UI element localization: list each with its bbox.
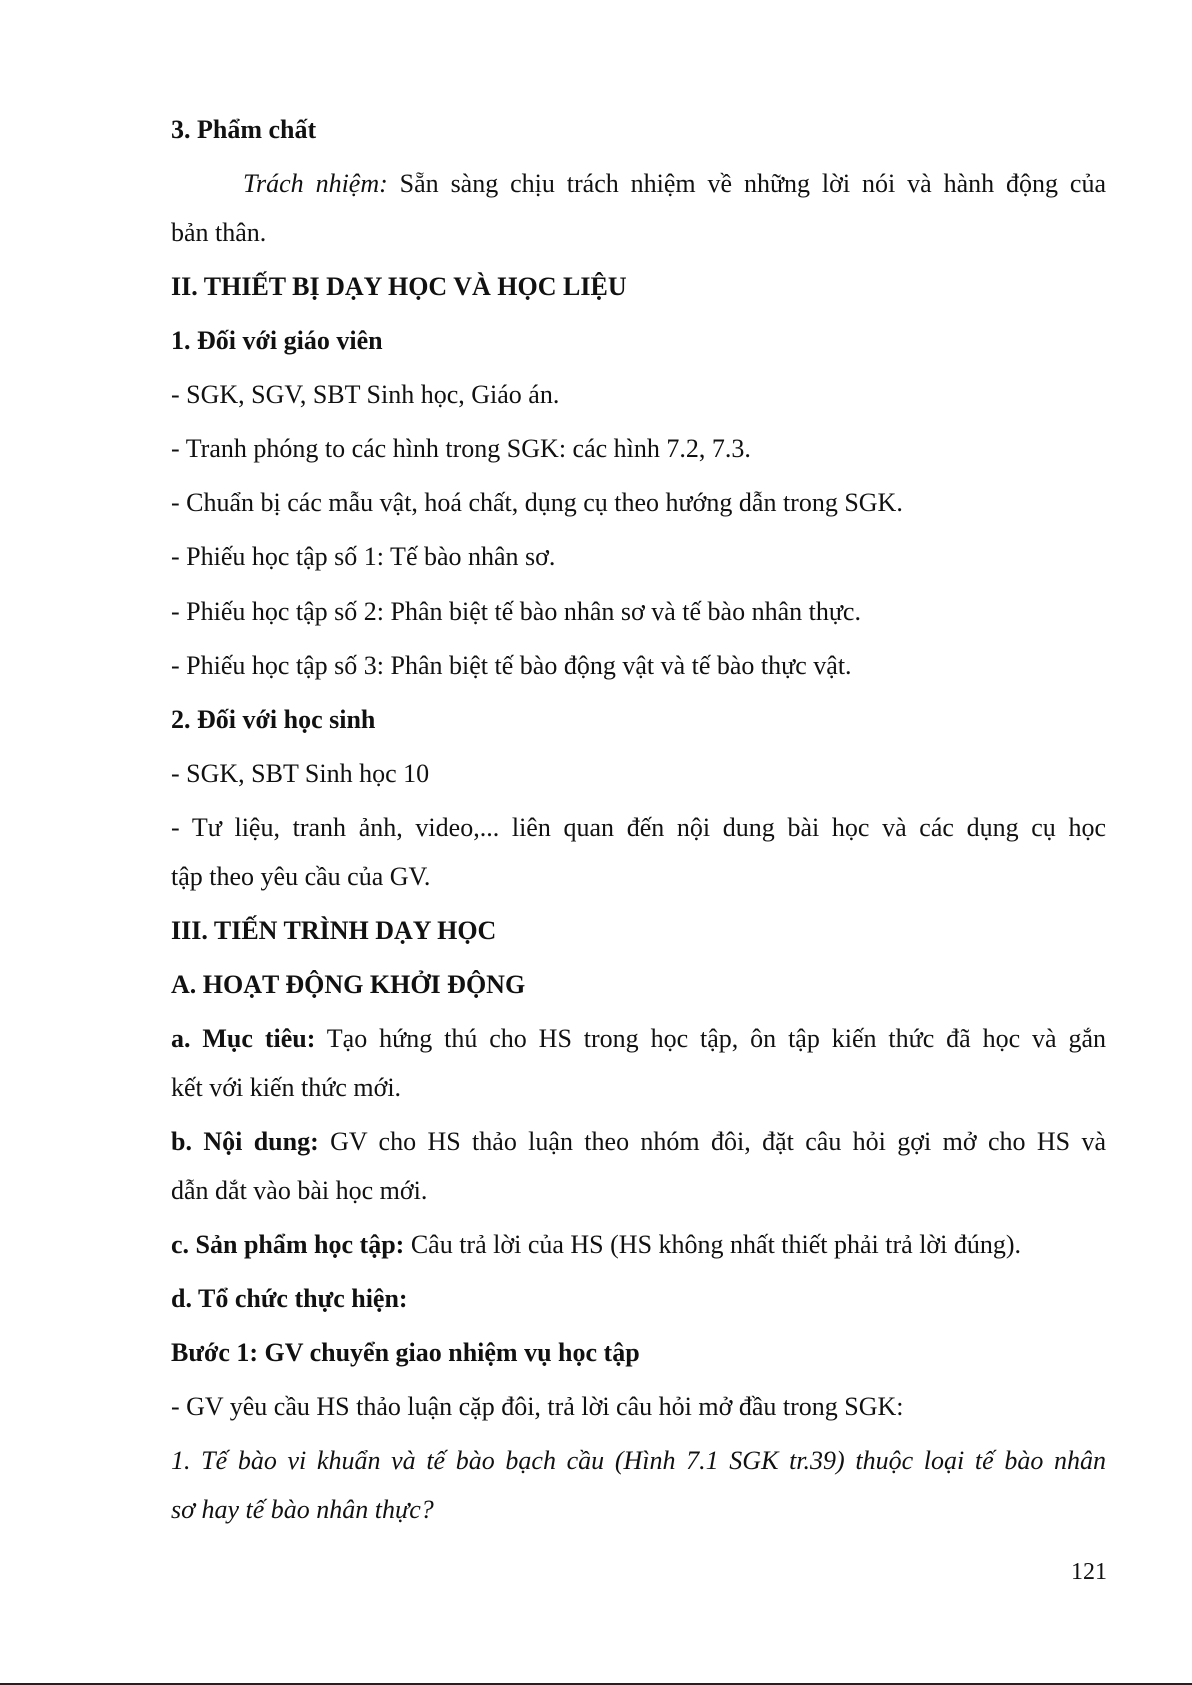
heading-hoat-dong-khoi-dong: A. HOẠT ĐỘNG KHỞI ĐỘNG: [171, 970, 526, 999]
list-item: - SGK, SGV, SBT Sinh học, Giáo án.: [171, 380, 560, 409]
label-noi-dung: b. Nội dung:: [171, 1127, 319, 1156]
paragraph-san-pham: [171, 1229, 1106, 1261]
paragraph-muc-tieu: [171, 1023, 1106, 1055]
heading-section-2: II. THIẾT BỊ DẠY HỌC VÀ HỌC LIỆU: [171, 272, 627, 301]
list-item: - Tranh phóng to các hình trong SGK: các hình 7.2, 7.3.: [171, 434, 751, 463]
paragraph-muc-tieu-cont: kết với kiến thức mới.: [171, 1073, 402, 1102]
text-muc-tieu: Tạo hứng thú cho HS trong học tập, ôn tập kiến thức đã học và gắn: [315, 1024, 1106, 1053]
heading-buoc-1: Bước 1: GV chuyển giao nhiệm vụ học tập: [171, 1338, 640, 1367]
question-line-2: sơ hay tế bào nhân thực?: [171, 1495, 434, 1524]
label-trach-nhiem: Trách nhiệm:: [243, 169, 388, 198]
list-item: - Phiếu học tập số 2: Phân biệt tế bào nhân sơ và tế bào nhân thực.: [171, 597, 861, 626]
paragraph-trach-nhiem-cont: bản thân.: [171, 218, 267, 247]
list-item: - Phiếu học tập số 1: Tế bào nhân sơ.: [171, 542, 556, 571]
text-san-pham: Câu trả lời của HS (HS không nhất thiết phải trả lời đúng).: [404, 1230, 1022, 1259]
paragraph-trach-nhiem: [171, 168, 1106, 200]
list-item: - Tư liệu, tranh ảnh, video,... liên quan đến nội dung bài học và các dụng cụ học: [171, 813, 1106, 842]
heading-pham-chat: 3. Phẩm chất: [171, 115, 317, 144]
list-item: - Phiếu học tập số 3: Phân biệt tế bào động vật và tế bào thực vật.: [171, 651, 852, 680]
label-san-pham: c. Sản phẩm học tập:: [171, 1230, 405, 1259]
page-number: 121: [1071, 1559, 1107, 1585]
paragraph-noi-dung: [171, 1126, 1106, 1158]
heading-section-3: III. TIẾN TRÌNH DẠY HỌC: [171, 916, 497, 945]
label-muc-tieu: a. Mục tiêu:: [171, 1024, 316, 1053]
list-item: - Chuẩn bị các mẫu vật, hoá chất, dụng cụ theo hướng dẫn trong SGK.: [171, 488, 903, 517]
paragraph-task: - GV yêu cầu HS thảo luận cặp đôi, trả lời câu hỏi mở đầu trong SGK:: [171, 1392, 904, 1421]
label-to-chuc: d. Tổ chức thực hiện:: [171, 1284, 408, 1313]
heading-giao-vien: 1. Đối với giáo viên: [171, 326, 383, 355]
question-line-1: 1. Tế bào vi khuẩn và tế bào bạch cầu (Hình 7.1 SGK tr.39) thuộc loại tế bào nhân: [171, 1446, 1106, 1475]
text-trach-nhiem: Sẵn sàng chịu trách nhiệm về những lời nói và hành động của: [387, 169, 1106, 198]
list-item-cont: tập theo yêu cầu của GV.: [171, 862, 431, 891]
heading-hoc-sinh: 2. Đối với học sinh: [171, 705, 376, 734]
list-item: - SGK, SBT Sinh học 10: [171, 759, 430, 788]
paragraph-noi-dung-cont: dẫn dắt vào bài học mới.: [171, 1176, 428, 1205]
text-noi-dung: GV cho HS thảo luận theo nhóm đôi, đặt câu hỏi gợi mở cho HS và: [318, 1127, 1106, 1156]
